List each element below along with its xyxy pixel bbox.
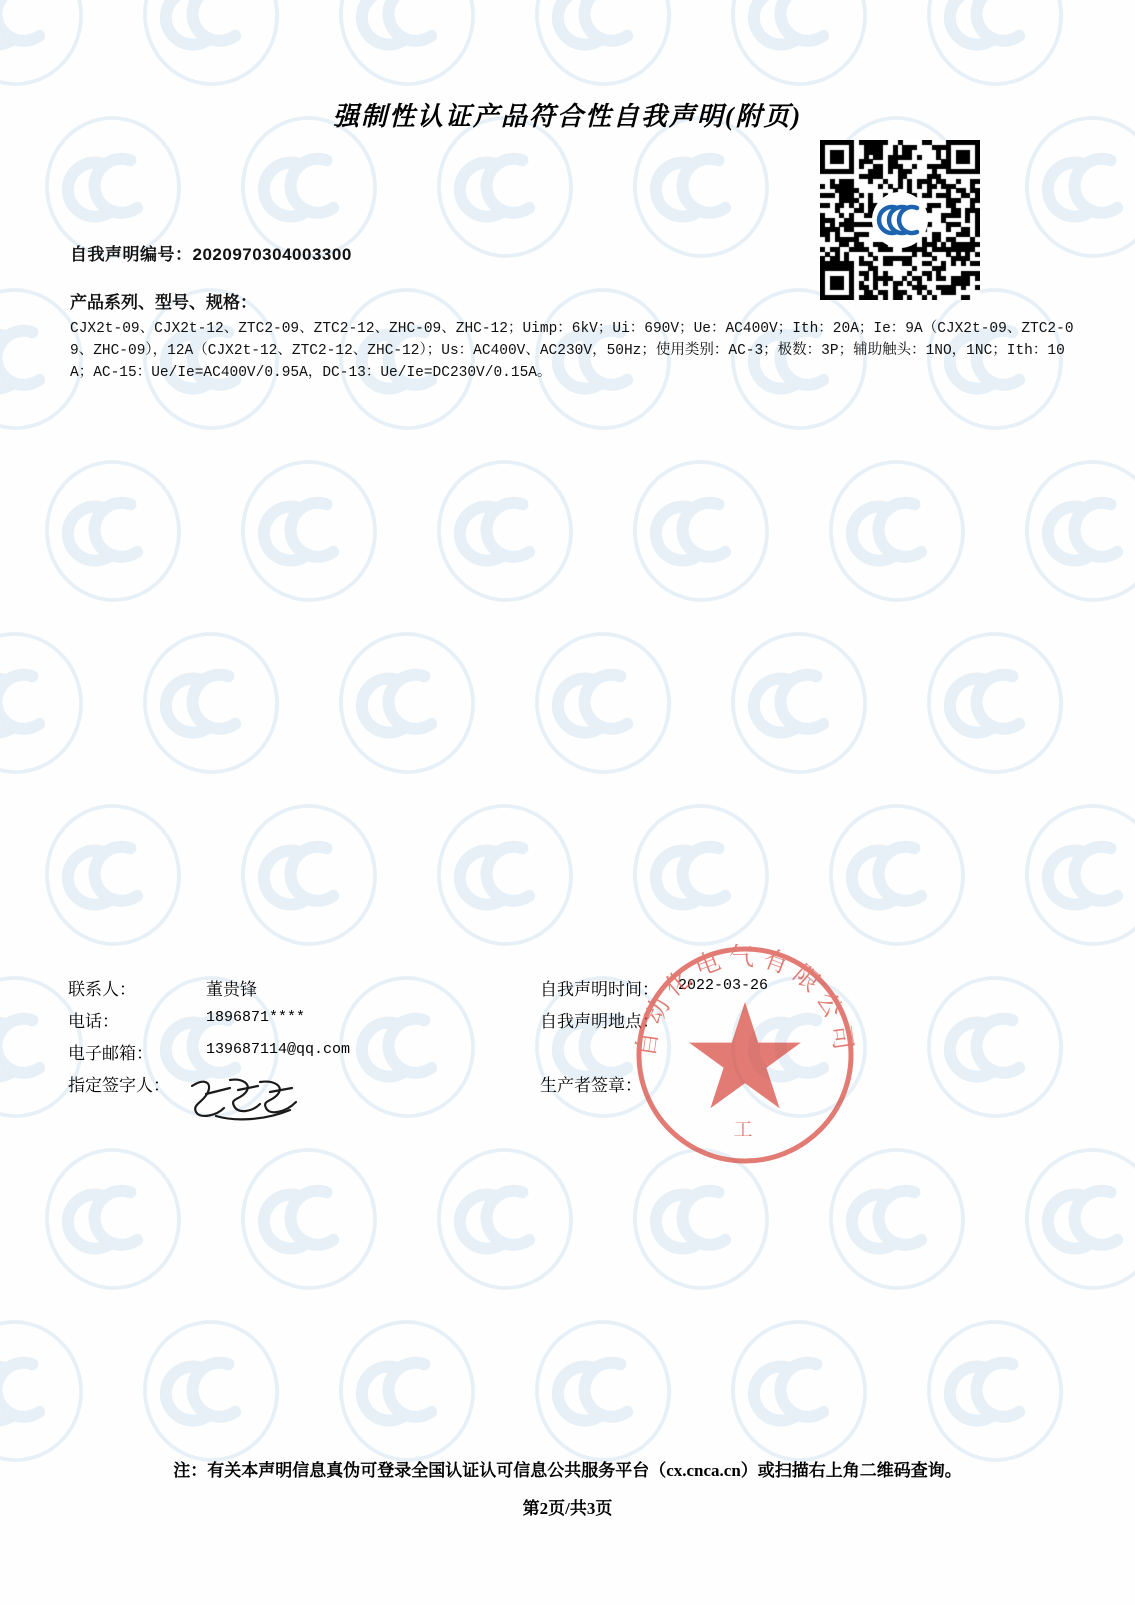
red-company-seal <box>630 940 860 1170</box>
declaration-date-value: 2022-03-26 <box>678 977 769 994</box>
declaration-place-label: 自我声明地点： <box>540 1012 659 1031</box>
contact-phone-row <box>68 1007 488 1039</box>
qr-code <box>820 140 980 300</box>
signer-label: 指定签字人： <box>68 1076 170 1095</box>
contact-person-row <box>68 975 488 1007</box>
page-number: 第2页/共3页 <box>522 1499 613 1518</box>
page-title: 强制性认证产品符合性自我声明(附页) <box>332 102 803 131</box>
svg-text:工: 工 <box>733 1119 757 1141</box>
contact-email-row <box>68 1039 488 1071</box>
declaration-number-label: 自我声明编号： <box>70 245 193 264</box>
contact-person-value: 董贵锋 <box>206 980 257 999</box>
declaration-number-value: 2020970304003300 <box>192 245 352 264</box>
ccc-certification-mark-icon <box>872 192 928 248</box>
svg-text:自动化电气有限公司: 自动化电气有限公司 <box>632 944 858 1059</box>
handwritten-signature <box>186 1072 306 1127</box>
spec-label: 产品系列、型号、规格： <box>70 293 257 312</box>
contact-email-value: 139687114@qq.com <box>206 1041 351 1058</box>
declaration-number <box>70 240 352 265</box>
spec-body: CJX2t-09、CJX2t-12、ZTC2-09、ZTC2-12、ZHC-09、ZHC-12；Uimp：6kV；Ui：690V；Ue：AC400V；Ith：20A；Ie：9A（CJX2t-09、ZTC2-09、ZHC-09），12A（CJX2t-12、ZTC2-12、ZHC-12）；Us：AC400V、AC230V，50Hz；使用类别：AC-3；极数：3P；辅助触头：1NO，1NC；Ith：10A；AC-15：Ue/Ie=AC400V/0.95A，DC-13：Ue/Ie=DC230V/0.15A。 <box>70 321 1074 381</box>
producer-seal-label: 生产者签章： <box>540 1076 642 1095</box>
footer-note: 注：有关本声明信息真伪可登录全国认证认可信息公共服务平台（cx.cnca.cn）或扫描右上角二维码查询。 <box>173 1461 962 1480</box>
contact-email-label: 电子邮箱： <box>68 1044 153 1063</box>
contact-phone-label: 电话： <box>68 1012 119 1031</box>
contact-phone-value: 1896871**** <box>206 1009 306 1026</box>
declaration-date-label: 自我声明时间： <box>540 980 659 999</box>
contact-person-label: 联系人： <box>68 980 136 999</box>
